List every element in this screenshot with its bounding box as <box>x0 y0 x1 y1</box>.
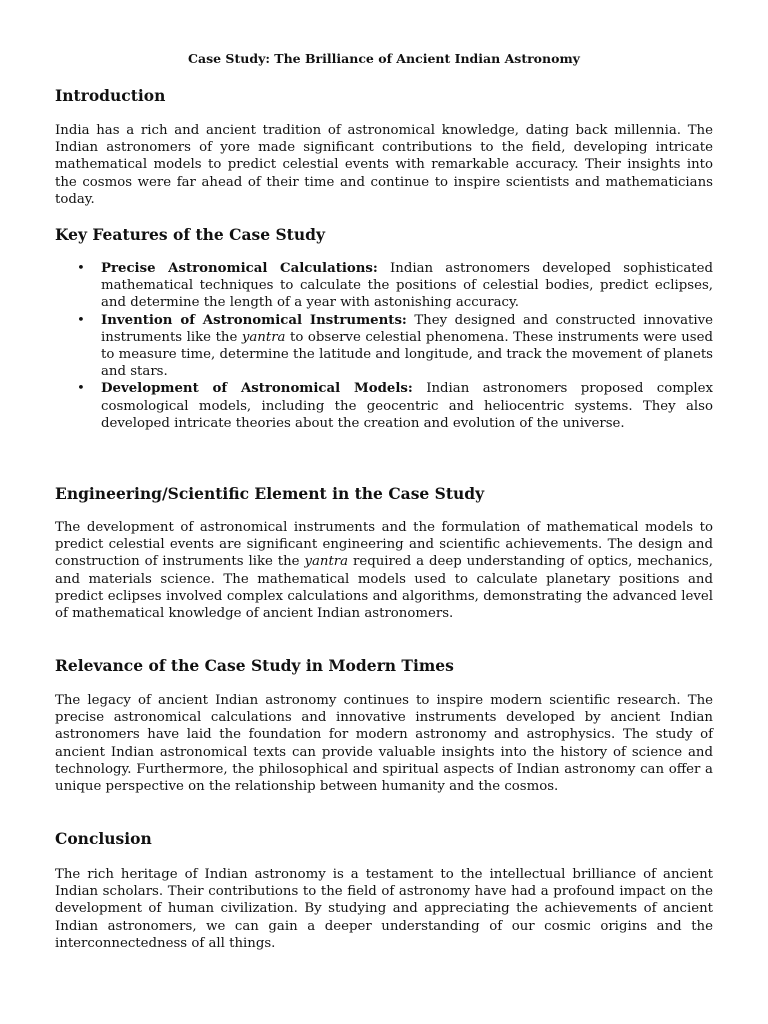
bullet-icon: • <box>77 312 85 328</box>
list-item <box>55 380 713 432</box>
italic-term: yantra <box>304 554 349 570</box>
heading-introduction: Introduction <box>55 86 166 105</box>
paragraph-engineering <box>55 519 713 622</box>
heading-relevance: Relevance of the Case Study in Modern Times <box>55 656 454 675</box>
list-item <box>55 312 713 381</box>
paragraph-introduction: India has a rich and ancient tradition of astronomical knowledge, dating back millennia. The Indian astronomers of yore made significant contributions to the field, developing intricate mathematical models to predict celestial events with remarkable accuracy. Their insights into the cosmos were far ahead of their time and continue to inspire scientists and mathematicians today. <box>55 123 713 207</box>
text: The development of astronomical instruments and the formulation of mathematical models to predict celestial events are significant engineering and scientific achievements. The design and construction of instruments like the <box>55 520 713 570</box>
bullet-icon: • <box>77 381 85 397</box>
heading-engineering: Engineering/Scientific Element in the Case Study <box>55 484 485 503</box>
paragraph-conclusion: The rich heritage of Indian astronomy is a testament to the intellectual brilliance of ancient Indian scholars. Their contributions to the field of astronomy have had a profound impact on the development of human civilization. By studying and appreciating the achievements of ancient Indian astronomers, we can gain a deeper understanding of our cosmic origins and the interconnectedness of all things. <box>55 867 713 951</box>
heading-conclusion: Conclusion <box>55 829 152 848</box>
bullet-icon: • <box>77 261 85 276</box>
heading-key-features: Key Features of the Case Study <box>55 225 325 244</box>
key-features-list <box>55 260 713 432</box>
paragraph-relevance: The legacy of ancient Indian astronomy continues to inspire modern scientific research. The precise astronomical calculations and innovative instruments developed by ancient Indian astronomers have laid the foundation for modern astronomy and astrophysics. The study of ancient Indian astronomical texts can provide valuable insights into the history of science and technology. Furthermore, the philosophical and spiritual aspects of Indian astronomy can offer a unique perspective on the relationship between humanity and the cosmos. <box>55 693 713 795</box>
item-text: to observe celestial phenomena. These instruments were used to measure time, determine the latitude and longitude, and track the movement of planets and stars. <box>101 329 713 380</box>
item-title: Invention of Astronomical Instruments: <box>101 312 407 328</box>
item-title: Precise Astronomical Calculations: <box>101 261 378 276</box>
text: required a deep understanding of optics, mechanics, and materials science. The mathematical models used to calculate planetary positions and predict eclipses involved complex calculations and algorithms, demonstrating the advanced level of mathematical knowledge of ancient Indian astronomers. <box>55 554 713 622</box>
item-italic: yantra <box>241 329 286 345</box>
item-title: Development of Astronomical Models: <box>101 381 413 397</box>
document-title: Case Study: The Brilliance of Ancient Indian Astronomy <box>188 51 580 66</box>
item-text: They designed and constructed innovative instruments like the <box>101 312 713 345</box>
item-text: Indian astronomers proposed complex cosmological models, including the geocentric and heliocentric systems. They also developed intricate theories about the creation and evolution of the universe. <box>101 381 713 431</box>
list-item <box>55 260 713 312</box>
item-text: Indian astronomers developed sophisticated mathematical techniques to calculate the positions of celestial bodies, predict eclipses, and determine the length of a year with astonishing accuracy. <box>101 261 713 311</box>
